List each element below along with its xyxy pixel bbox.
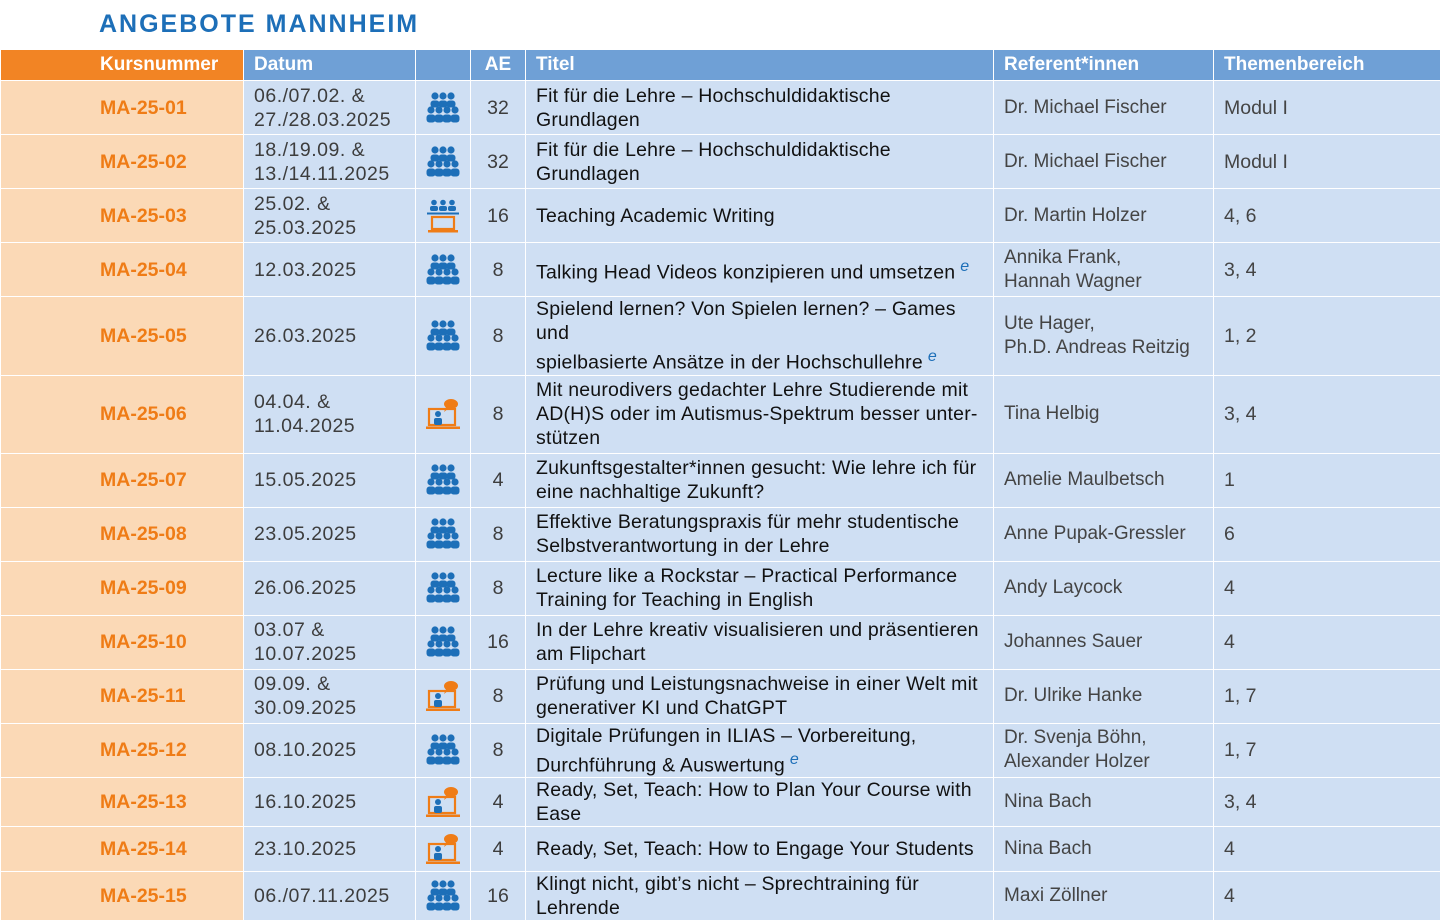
table-row: [1, 827, 1440, 872]
course-format: [416, 135, 471, 189]
course-referent-line: Johannes Sauer: [1004, 631, 1142, 652]
course-title-line: Prüfung und Leistungsnachweise in einer Welt mit: [536, 673, 978, 695]
course-date-line: 26.03.2025: [254, 325, 357, 347]
group-icon: [424, 463, 462, 497]
course-referenten: [994, 615, 1214, 669]
course-id: MA-25-05: [1, 297, 244, 376]
course-referent-line: Ute Hager,: [1004, 313, 1095, 334]
course-format: [416, 507, 471, 561]
table-row: [1, 189, 1440, 243]
course-title-line: Selbstverantwortung in der Lehre: [536, 535, 830, 557]
course-title: [526, 827, 994, 872]
course-id: MA-25-04: [1, 243, 244, 297]
course-date: [244, 615, 416, 669]
course-ae: 8: [471, 561, 526, 615]
course-date-line: 06./07.11.2025: [254, 885, 390, 907]
course-date: [244, 81, 416, 135]
course-date: [244, 135, 416, 189]
course-date-line: 09.09. &: [254, 673, 331, 695]
e-learning-icon: e: [928, 348, 937, 365]
table-row: [1, 615, 1440, 669]
presentation-speech-icon: [424, 832, 462, 866]
course-format: [416, 297, 471, 376]
course-date: [244, 189, 416, 243]
table-row: [1, 375, 1440, 453]
course-referenten: [994, 778, 1214, 827]
table-row: [1, 872, 1440, 921]
presentation-speech-icon: [424, 679, 462, 713]
course-table-body: [1, 81, 1440, 921]
course-format: [416, 375, 471, 453]
group-icon: [424, 145, 462, 179]
course-ae: 8: [471, 243, 526, 297]
course-themenbereich: Modul I: [1214, 81, 1440, 135]
course-title: [526, 872, 994, 921]
group-icon: [424, 733, 462, 767]
course-referent-line: Dr. Ulrike Hanke: [1004, 685, 1142, 706]
course-title: [526, 615, 994, 669]
course-title: [526, 507, 994, 561]
course-title-line: Durchführung & Auswertung: [536, 754, 785, 776]
course-title-line: eine nachhaltige Zukunft?: [536, 481, 764, 503]
course-referent-line: Nina Bach: [1004, 838, 1092, 859]
course-date-line: 08.10.2025: [254, 739, 357, 761]
group-icon: [424, 879, 462, 913]
course-themenbereich: 1, 7: [1214, 723, 1440, 778]
course-title-line: Spielend lernen? Von Spielen lernen? – Games und: [536, 298, 956, 344]
course-ae: 16: [471, 189, 526, 243]
course-date-line: 30.09.2025: [254, 697, 357, 719]
header-kursnummer: Kursnummer: [1, 50, 244, 81]
presentation-speech-icon: [424, 785, 462, 819]
table-row: [1, 243, 1440, 297]
course-date-line: 03.07 &: [254, 619, 325, 641]
course-referent-line: Dr. Michael Fischer: [1004, 151, 1167, 172]
course-format: [416, 723, 471, 778]
course-date-line: 16.10.2025: [254, 791, 357, 813]
course-ae: 8: [471, 507, 526, 561]
course-themenbereich: 4, 6: [1214, 189, 1440, 243]
course-referenten: [994, 827, 1214, 872]
course-title-line: Digitale Prüfungen in ILIAS – Vorbereitung,: [536, 725, 916, 747]
header-format: [416, 50, 471, 81]
course-date-line: 13./14.11.2025: [254, 163, 390, 185]
group-icon: [424, 625, 462, 659]
course-referent-line: Annika Frank,: [1004, 247, 1121, 268]
course-ae: 4: [471, 453, 526, 507]
course-id: MA-25-09: [1, 561, 244, 615]
course-format: [416, 615, 471, 669]
course-date: [244, 297, 416, 376]
table-row: [1, 81, 1440, 135]
course-ae: 4: [471, 827, 526, 872]
course-title: [526, 81, 994, 135]
course-id: MA-25-06: [1, 375, 244, 453]
course-referent-line: Maxi Zöllner: [1004, 885, 1107, 906]
course-format: [416, 189, 471, 243]
table-row: [1, 723, 1440, 778]
course-referent-line: Dr. Svenja Böhn,: [1004, 727, 1147, 748]
course-referent-line: Hannah Wagner: [1004, 271, 1142, 292]
course-themenbereich: Modul I: [1214, 135, 1440, 189]
course-title-line: Ready, Set, Teach: How to Plan Your Course with Ease: [536, 779, 972, 825]
course-title-line: spielbasierte Ansätze in der Hochschullehre: [536, 352, 923, 374]
course-date: [244, 723, 416, 778]
course-date: [244, 507, 416, 561]
table-header-row: [1, 50, 1440, 81]
course-referent-line: Amelie Maulbetsch: [1004, 469, 1165, 490]
course-referenten: [994, 669, 1214, 723]
course-themenbereich: 1, 2: [1214, 297, 1440, 376]
header-ae: AE: [471, 50, 526, 81]
course-themenbereich: 3, 4: [1214, 778, 1440, 827]
course-referent-line: Tina Helbig: [1004, 403, 1099, 424]
course-ae: 32: [471, 81, 526, 135]
course-referenten: [994, 872, 1214, 921]
header-themenbereich: Themenbereich: [1214, 50, 1440, 81]
course-date-line: 25.02. &: [254, 193, 331, 215]
course-title-line: Talking Head Videos konzipieren und umsetzen: [536, 261, 955, 283]
course-format: [416, 872, 471, 921]
presentation-speech-icon: [424, 397, 462, 431]
course-date: [244, 827, 416, 872]
course-referent-line: Nina Bach: [1004, 791, 1092, 812]
course-title: [526, 453, 994, 507]
course-date-line: 11.04.2025: [254, 415, 355, 437]
course-id: MA-25-11: [1, 669, 244, 723]
course-themenbereich: 4: [1214, 615, 1440, 669]
course-referent-line: Dr. Michael Fischer: [1004, 97, 1167, 118]
course-title: [526, 243, 994, 297]
course-title-line: Teaching Academic Writing: [536, 205, 775, 227]
course-id: MA-25-13: [1, 778, 244, 827]
table-row: [1, 778, 1440, 827]
course-format: [416, 827, 471, 872]
course-title-line: Fit für die Lehre – Hochschuldidaktische Grundlagen: [536, 85, 891, 131]
course-title-line: Fit für die Lehre – Hochschuldidaktische Grundlagen: [536, 139, 891, 185]
table-row: [1, 135, 1440, 189]
course-id: MA-25-01: [1, 81, 244, 135]
course-id: MA-25-03: [1, 189, 244, 243]
course-format: [416, 669, 471, 723]
course-referent-line: Anne Pupak-Gressler: [1004, 523, 1186, 544]
course-referenten: [994, 243, 1214, 297]
course-referenten: [994, 81, 1214, 135]
course-ae: 16: [471, 615, 526, 669]
course-referenten: [994, 189, 1214, 243]
course-referent-line: Dr. Martin Holzer: [1004, 205, 1147, 226]
course-title-line: Ready, Set, Teach: How to Engage Your Students: [536, 838, 974, 860]
course-referenten: [994, 297, 1214, 376]
course-date: [244, 453, 416, 507]
table-row: [1, 669, 1440, 723]
course-ae: 32: [471, 135, 526, 189]
course-ae: 16: [471, 872, 526, 921]
course-date-line: 18./19.09. &: [254, 139, 365, 161]
course-date: [244, 243, 416, 297]
course-ae: 8: [471, 669, 526, 723]
course-title-line: stützen: [536, 427, 600, 449]
course-date-line: 27./28.03.2025: [254, 109, 391, 131]
e-learning-icon: e: [960, 258, 969, 275]
course-date: [244, 375, 416, 453]
course-format: [416, 453, 471, 507]
header-titel: Titel: [526, 50, 994, 81]
course-title-line: AD(H)S oder im Autismus-Spektrum besser unter-: [536, 403, 978, 425]
course-referent-line: Andy Laycock: [1004, 577, 1122, 598]
course-title: [526, 189, 994, 243]
course-referenten: [994, 561, 1214, 615]
course-referenten: [994, 507, 1214, 561]
course-title-line: Zukunftsgestalter*innen gesucht: Wie lehre ich für: [536, 457, 976, 479]
group-icon: [424, 253, 462, 287]
course-format: [416, 778, 471, 827]
course-themenbereich: 6: [1214, 507, 1440, 561]
course-themenbereich: 1, 7: [1214, 669, 1440, 723]
course-table: [0, 49, 1440, 921]
course-date: [244, 561, 416, 615]
course-ae: 8: [471, 297, 526, 376]
course-date: [244, 778, 416, 827]
course-id: MA-25-02: [1, 135, 244, 189]
header-referenten: Referent*innen: [994, 50, 1214, 81]
course-format: [416, 243, 471, 297]
table-row: [1, 507, 1440, 561]
course-title-line: Training for Teaching in English: [536, 589, 813, 611]
course-title: [526, 375, 994, 453]
course-referent-line: Ph.D. Andreas Reitzig: [1004, 337, 1190, 358]
course-referent-line: Alexander Holzer: [1004, 751, 1150, 772]
course-date-line: 15.05.2025: [254, 469, 357, 491]
course-date-line: 25.03.2025: [254, 217, 357, 239]
course-referenten: [994, 723, 1214, 778]
course-themenbereich: 1: [1214, 453, 1440, 507]
course-id: MA-25-10: [1, 615, 244, 669]
course-id: MA-25-12: [1, 723, 244, 778]
course-title-line: Lecture like a Rockstar – Practical Performance: [536, 565, 957, 587]
course-date-line: 04.04. &: [254, 391, 331, 413]
course-ae: 8: [471, 723, 526, 778]
course-date-line: 23.05.2025: [254, 523, 357, 545]
course-title-line: generativer KI und ChatGPT: [536, 697, 787, 719]
header-datum: Datum: [244, 50, 416, 81]
course-id: MA-25-08: [1, 507, 244, 561]
course-themenbereich: 4: [1214, 827, 1440, 872]
course-title-line: Mit neurodivers gedachter Lehre Studierende mit: [536, 379, 968, 401]
course-title-line: am Flipchart: [536, 643, 646, 665]
course-date-line: 10.07.2025: [254, 643, 357, 665]
page-title: ANGEBOTE MANNHEIM: [99, 8, 419, 40]
course-title: [526, 135, 994, 189]
course-themenbereich: 3, 4: [1214, 375, 1440, 453]
course-themenbereich: 4: [1214, 561, 1440, 615]
course-title-line: In der Lehre kreativ visualisieren und präsentieren: [536, 619, 979, 641]
course-date-line: 12.03.2025: [254, 259, 357, 281]
course-ae: 8: [471, 375, 526, 453]
course-title-line: Effektive Beratungspraxis für mehr studentische: [536, 511, 959, 533]
course-id: MA-25-15: [1, 872, 244, 921]
group-icon: [424, 319, 462, 353]
course-title: [526, 669, 994, 723]
course-format: [416, 561, 471, 615]
course-date-line: 06./07.02. &: [254, 85, 365, 107]
course-title: [526, 297, 994, 376]
course-referenten: [994, 375, 1214, 453]
course-title: [526, 778, 994, 827]
table-row: [1, 297, 1440, 376]
group-icon: [424, 91, 462, 125]
course-date-line: 26.06.2025: [254, 577, 357, 599]
course-date-line: 23.10.2025: [254, 838, 357, 860]
course-date: [244, 872, 416, 921]
course-title: [526, 723, 994, 778]
course-themenbereich: 4: [1214, 872, 1440, 921]
course-themenbereich: 3, 4: [1214, 243, 1440, 297]
course-date: [244, 669, 416, 723]
group-icon: [424, 571, 462, 605]
table-row: [1, 561, 1440, 615]
course-ae: 4: [471, 778, 526, 827]
group-icon: [424, 517, 462, 551]
course-title: [526, 561, 994, 615]
course-referenten: [994, 453, 1214, 507]
course-id: MA-25-07: [1, 453, 244, 507]
course-format: [416, 81, 471, 135]
online-presentation-icon: [424, 199, 462, 233]
table-row: [1, 453, 1440, 507]
course-referenten: [994, 135, 1214, 189]
e-learning-icon: e: [790, 751, 799, 768]
course-id: MA-25-14: [1, 827, 244, 872]
course-title-line: Klingt nicht, gibt’s nicht – Sprechtraining für Lehrende: [536, 873, 919, 919]
